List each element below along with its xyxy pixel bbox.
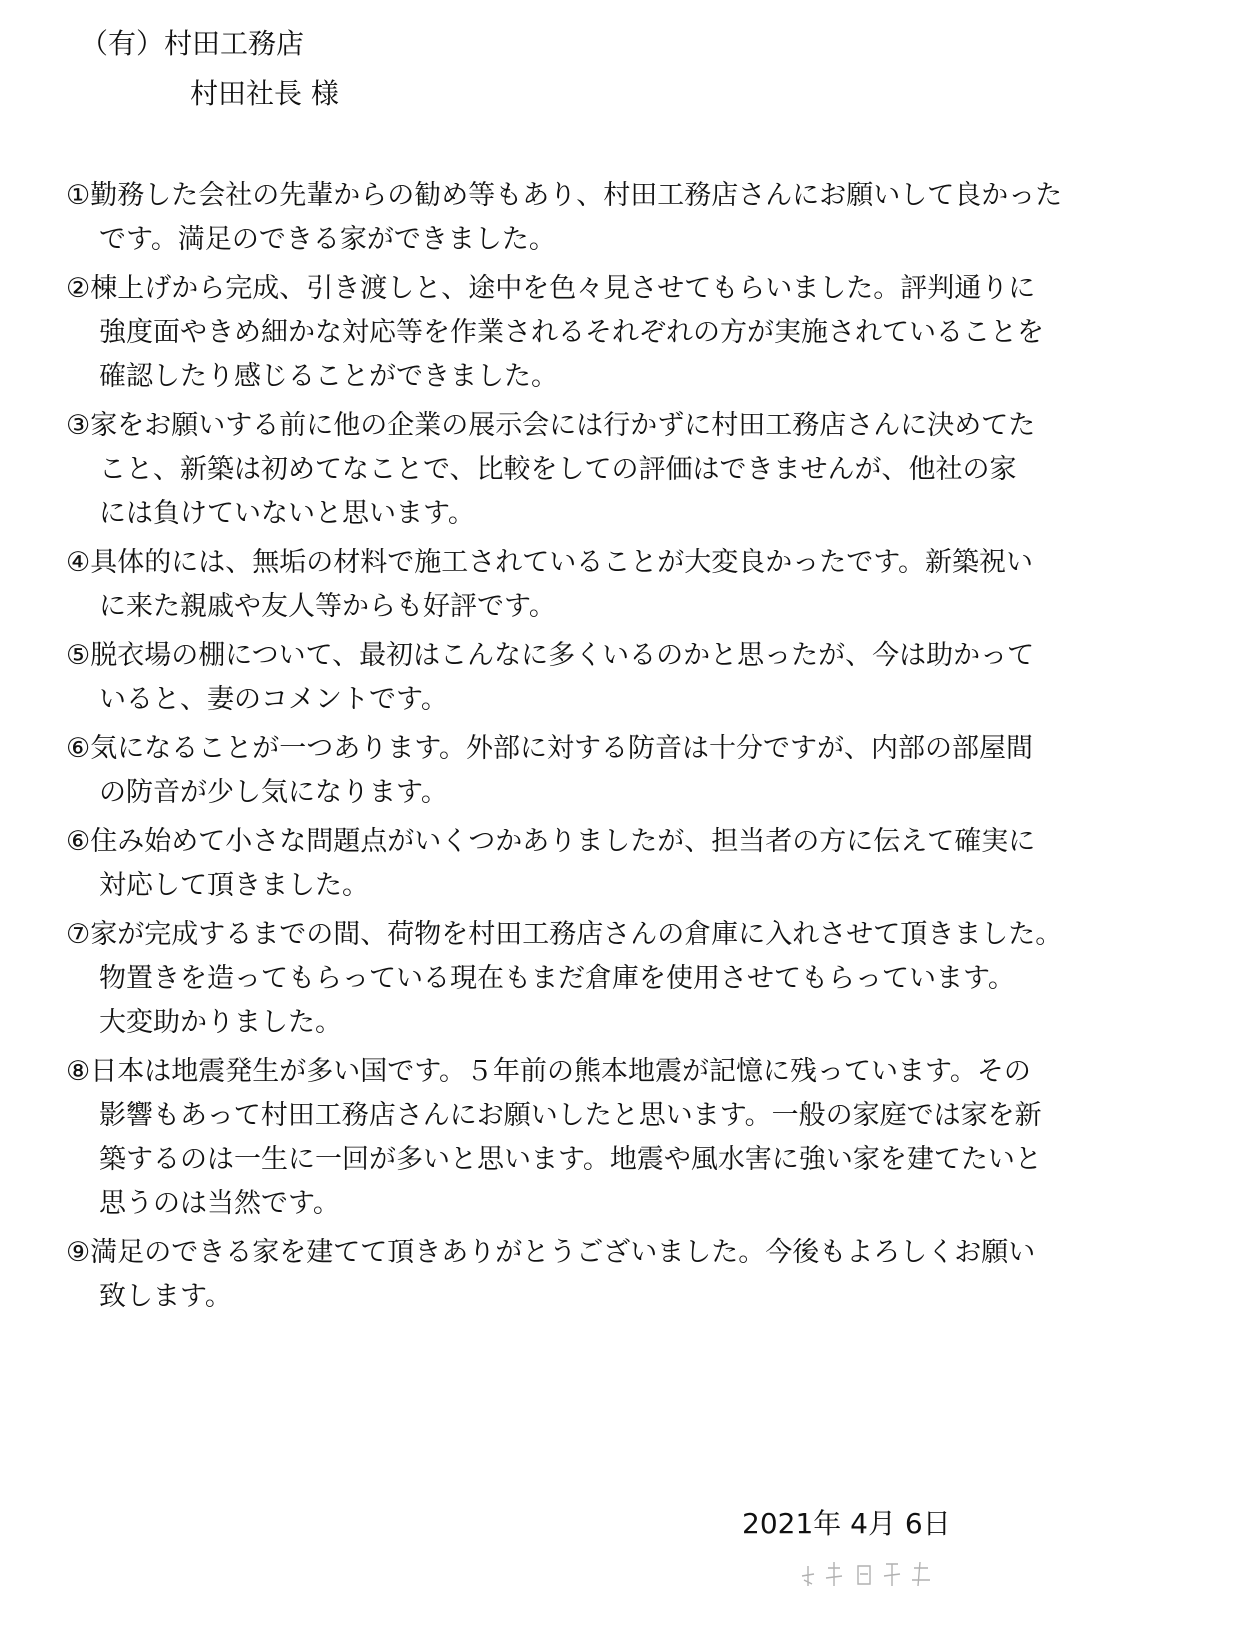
item-first-line: ③家をお願いする前に他の企業の展示会には行かずに村田工務店さんに決めてた — [66, 410, 1036, 441]
item-first-line: ⑧日本は地震発生が多い国です。５年前の熊本地震が記憶に残っています。その — [66, 1056, 1031, 1087]
item-continuation-line: の防音が少し気になります。 — [99, 777, 448, 808]
item-continuation-line: 対応して頂きました。 — [99, 870, 369, 901]
letter-item — [66, 1231, 1216, 1319]
item-first-line: ⑥気になることが一つあります。外部に対する防音は十分ですが、内部の部屋間 — [66, 733, 1034, 764]
letter-item — [66, 541, 1216, 629]
recipient-name: 村田社長 様 — [190, 77, 339, 110]
item-continuation-line: 致します。 — [99, 1281, 232, 1312]
item-continuation-line: 影響もあって村田工務店さんにお願いしたと思います。一般の家庭では家を新 — [99, 1100, 1042, 1131]
letter-item — [66, 820, 1216, 908]
letter-item — [66, 267, 1216, 399]
item-continuation-line: 大変助かりました。 — [99, 1007, 342, 1038]
letter-item — [66, 913, 1216, 1045]
item-first-line: ④具体的には、無垢の材料で施工されていることが大変良かったです。新築祝い — [66, 547, 1034, 578]
letter-body — [66, 174, 1216, 1324]
letter-date: 2021年 4月 6日 — [742, 1507, 951, 1540]
letter-item — [66, 727, 1216, 815]
item-continuation-line: いると、妻のコメントです。 — [99, 684, 448, 715]
item-continuation-line: には負けていないと思います。 — [99, 498, 475, 529]
letter-item — [66, 1050, 1216, 1226]
letter-item — [66, 404, 1216, 536]
item-first-line: ⑨満足のできる家を建てて頂きありがとうございました。今後もよろしくお願い — [66, 1237, 1036, 1268]
item-continuation-line: 強度面やきめ細かな対応等を作業されるそれぞれの方が実施されていることを — [99, 317, 1044, 348]
item-first-line: ⑥住み始めて小さな問題点がいくつかありましたが、担当者の方に伝えて確実に — [66, 826, 1036, 857]
item-continuation-line: 築するのは一生に一回が多いと思います。地震や風水害に強い家を建てたいと — [99, 1144, 1042, 1175]
item-continuation-line: に来た親戚や友人等からも好評です。 — [99, 591, 556, 622]
letter-item — [66, 634, 1216, 722]
letter-item — [66, 174, 1216, 262]
item-continuation-line: 思うのは当然です。 — [99, 1188, 340, 1219]
item-continuation-line: こと、新築は初めてなことで、比較をしての評価はできませんが、他社の家 — [99, 454, 1017, 485]
item-first-line: ②棟上げから完成、引き渡しと、途中を色々見させてもらいました。評判通りに — [66, 273, 1036, 304]
signature-mark — [800, 1558, 940, 1588]
item-continuation-line: 確認したり感じることができました。 — [99, 361, 558, 392]
item-first-line: ①勤務した会社の先輩からの勧め等もあり、村田工務店さんにお願いして良かった — [66, 180, 1063, 211]
item-first-line: ⑤脱衣場の棚について、最初はこんなに多くいるのかと思ったが、今は助かって — [66, 640, 1035, 671]
item-first-line: ⑦家が完成するまでの間、荷物を村田工務店さんの倉庫に入れさせて頂きました。 — [66, 919, 1063, 950]
item-continuation-line: 物置きを造ってもらっている現在もまだ倉庫を使用させてもらっています。 — [99, 963, 1015, 994]
company-name: （有）村田工務店 — [80, 27, 305, 60]
item-continuation-line: です。満足のできる家ができました。 — [99, 224, 556, 255]
